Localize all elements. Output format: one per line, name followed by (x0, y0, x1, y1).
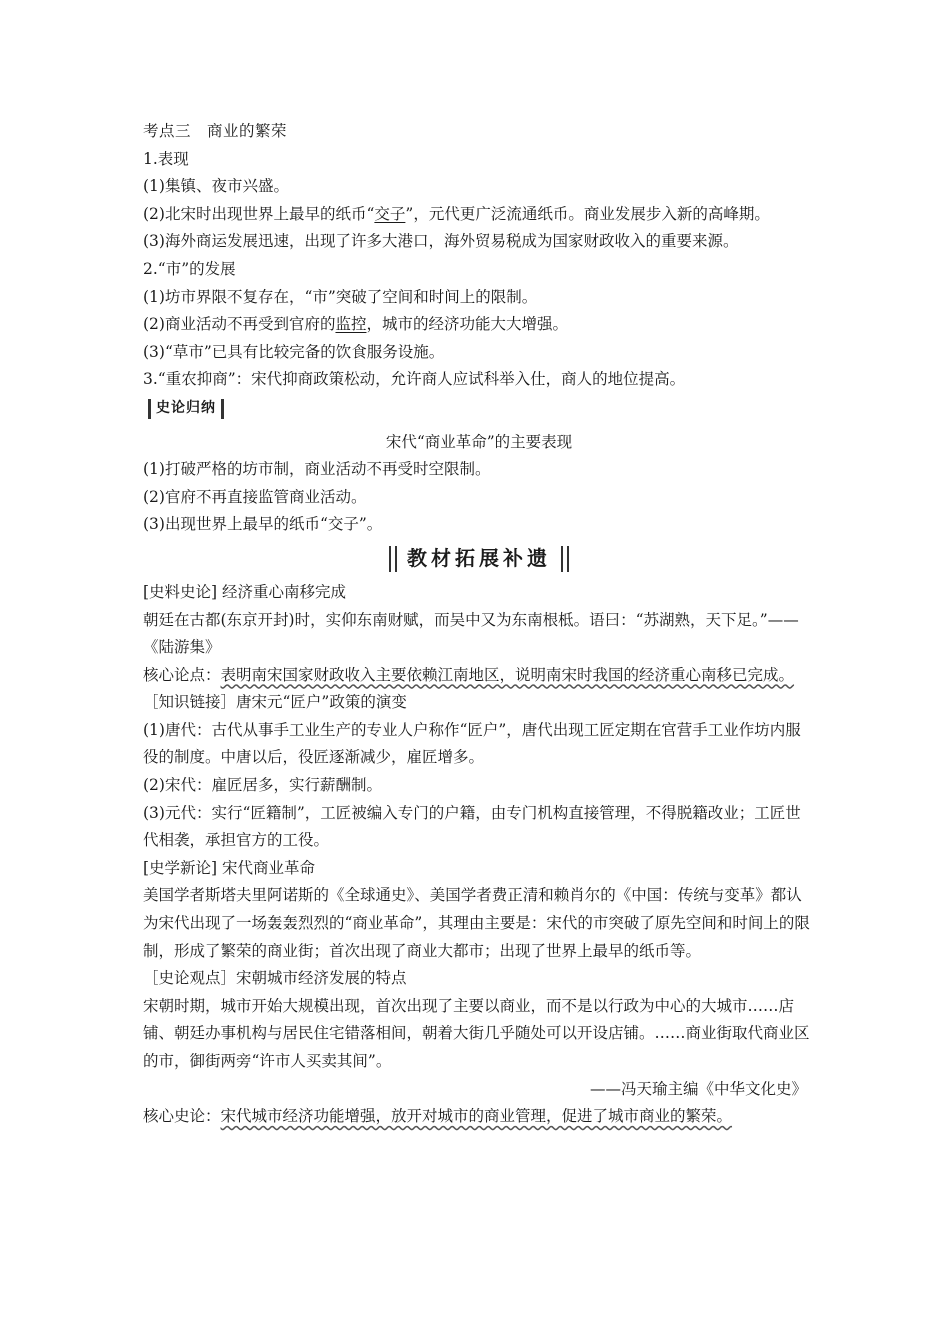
document-page (143, 118, 815, 1131)
text-segment: (2)商业活动不再受到官府的 (143, 315, 336, 334)
section-title: 考点三 商业的繁荣 (143, 122, 288, 140)
heading-market: 2.“市”的发展 (143, 259, 236, 278)
expansion-title-text: 教材拓展补遗 (407, 546, 551, 571)
paragraph: (3)“草市”已具有比较完备的饮食服务设施。 (143, 342, 445, 361)
paragraph (143, 201, 815, 229)
title-bar-icon (395, 546, 397, 572)
summary-item: (1)打破严格的坊市制，商业活动不再受时空限制。 (143, 460, 491, 479)
paragraph: (2)宋代：雇匠居多，实行薪酬制。 (143, 776, 382, 795)
paragraph: (3)元代：实行“匠籍制”，工匠被编入专门的户籍，由专门机构直接管理，不得脱籍改业；工匠世代相袭，承担官方的工役。 (143, 803, 801, 850)
quote-source: ——冯天瑜主编《中华文化史》 (589, 1079, 807, 1098)
core-argument (143, 662, 815, 690)
block-heading: [史学新论] 宋代商业革命 (143, 858, 316, 877)
text-segment: (2)北宋时出现世界上最早的纸币“ (143, 204, 375, 223)
summary-label-text: 史论归纳 (156, 400, 216, 417)
block-heading: [史料史论] 经济重心南移完成 (143, 582, 347, 601)
paragraph: 美国学者斯塔夫里阿诺斯的《全球通史》、美国学者费正清和赖肖尔的《中国：传统与变革》都认为宋代出现了一场轰轰烈烈的“商业革命”，其理由主要是：宋代的市突破了原先空间和时间上的限制，形成了繁荣的商业街；首次出现了商业大都市；出现了世界上最早的纸币等。 (143, 886, 810, 960)
core-argument (143, 1103, 815, 1131)
label-bar-icon (148, 399, 151, 419)
paragraph: 宋朝时期，城市开始大规模出现，首次出现了主要以商业，而不是以行政为中心的大城市……店铺、朝廷办事机构与居民住宅错落相间，朝着大街几乎随处可以开设店铺。……商业街取代商业区的市，御街两旁“许市人买卖其间”。 (143, 996, 810, 1070)
block-heading: ［史论观点］宋朝城市经济发展的特点 (143, 969, 407, 988)
block-heading: ［知识链接］唐宋元“匠户”政策的演变 (143, 693, 407, 712)
summary-item: (2)官府不再直接监管商业活动。 (143, 487, 367, 506)
text-segment: ，城市的经济功能大大增强。 (366, 315, 568, 334)
core-label: 核心史论： (143, 1107, 221, 1126)
heading-policy: 3.“重农抑商”：宋代抑商政策松动，允许商人应试科举入仕，商人的地位提高。 (143, 370, 686, 389)
core-label: 核心论点： (143, 665, 221, 684)
underlined-term: 交子 (374, 204, 406, 223)
paragraph: (1)唐代：古代从事手工业生产的专业人户称作“匠户”，唐代出现工匠定期在官营手工业作坊内服役的制度。中唐以后，役匠逐渐减少，雇匠增多。 (143, 720, 801, 767)
title-bar-icon (567, 546, 569, 572)
underlined-term: 监控 (335, 315, 367, 334)
paragraph: (1)坊市界限不复存在，“市”突破了空间和时间上的限制。 (143, 287, 538, 306)
paragraph: 朝廷在古都(东京开封)时，实仰东南财赋，而吴中又为东南根柢。语曰：“苏湖熟，天下足。”——《陆游集》 (143, 610, 799, 657)
text-segment: ”，元代更广泛流通纸币。商业发展步入新的高峰期。 (405, 204, 770, 223)
label-bar-icon (221, 399, 224, 419)
paragraph: (3)海外商运发展迅速，出现了许多大港口，海外贸易税成为国家财政收入的重要来源。 (143, 232, 739, 251)
core-text: 表明南宋国家财政收入主要依赖江南地区，说明南宋时我国的经济重心南移已完成。 (220, 665, 795, 684)
paragraph: (1)集镇、夜市兴盛。 (143, 177, 289, 196)
paragraph (143, 311, 815, 339)
title-bar-icon (561, 546, 563, 572)
summary-item: (3)出现世界上最早的纸币“交子”。 (143, 515, 383, 534)
title-bar-icon (389, 546, 391, 572)
core-text: 宋代城市经济功能增强，放开对城市的商业管理，促进了城市商业的繁荣。 (220, 1107, 733, 1126)
summary-label (143, 398, 229, 420)
summary-title: 宋代“商业革命”的主要表现 (385, 432, 573, 451)
expansion-title (143, 541, 815, 577)
heading-performance: 1.表现 (143, 149, 189, 168)
